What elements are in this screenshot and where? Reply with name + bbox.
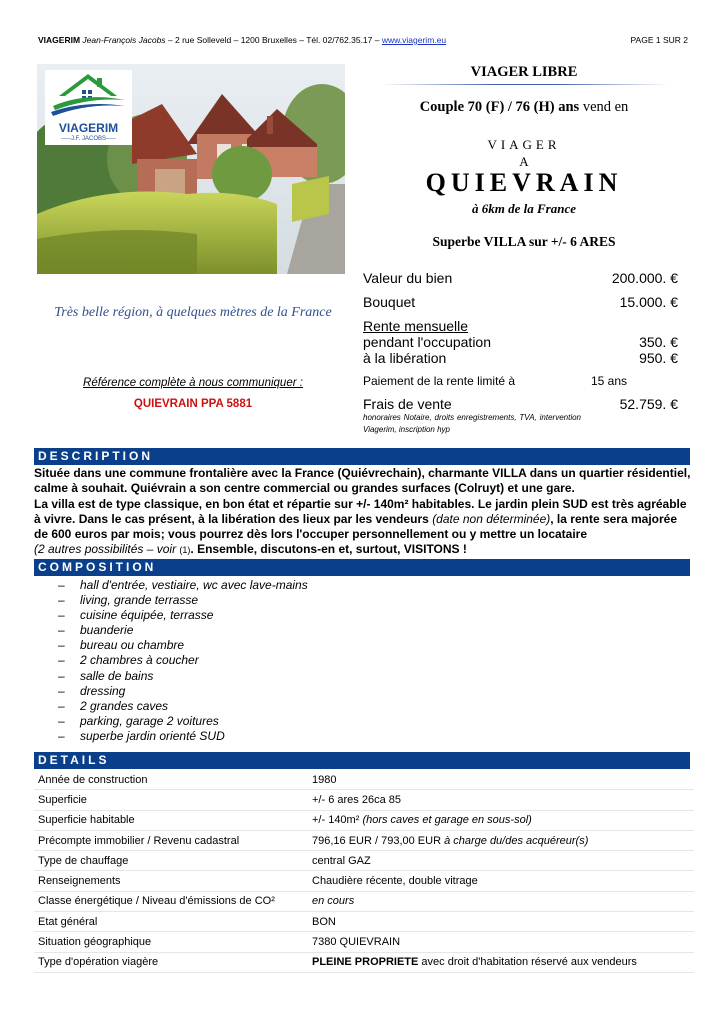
details-row — [34, 932, 694, 952]
description-p2a: La villa est de type classique, en bon état et répartie sur +/- 140m² habitables. Le jardin plein SUD est très agréable à vivre. Dans le cas présent, à la libération des lieux par les vendeurs — [34, 496, 687, 526]
details-value-cell — [308, 912, 694, 932]
bullet-dash: – — [58, 668, 65, 683]
villa-headline: Superbe VILLA sur +/- 6 ARES — [432, 234, 616, 249]
occupation-value: 350. € — [639, 334, 678, 350]
bullet-dash: – — [58, 608, 65, 623]
description-header: DESCRIPTION — [34, 448, 690, 465]
composition-item-label: 2 chambres à coucher — [80, 653, 199, 668]
frais-label: Frais de vente — [363, 396, 452, 412]
liberation-label: à la libération — [363, 350, 447, 366]
composition-item-label: parking, garage 2 voitures — [80, 713, 219, 728]
composition-header: COMPOSITION — [34, 559, 690, 576]
details-value-cell — [308, 871, 694, 891]
details-table — [34, 770, 694, 973]
composition-item — [58, 638, 308, 653]
bullet-dash: – — [58, 713, 65, 728]
details-key: Type d'opération viagère — [34, 952, 308, 972]
agent-name: Jean-François Jacobs — [82, 35, 166, 45]
details-value-cell — [308, 790, 694, 810]
agency-logo — [45, 70, 132, 145]
composition-list — [58, 578, 308, 744]
composition-item-label: 2 grandes caves — [80, 698, 169, 713]
composition-item-label: superbe jardin orienté SUD — [80, 728, 225, 743]
details-key: Situation géographique — [34, 932, 308, 952]
details-row — [34, 871, 694, 891]
city-title: QUIEVRAIN — [425, 168, 623, 197]
composition-item — [58, 593, 308, 608]
brand-name: VIAGERIM — [38, 35, 81, 45]
details-key: Type de chauffage — [34, 851, 308, 871]
description-p2c: , la rente sera majorée de 600 euros par mois; vous pourrez dès lors l'occuper personnellement ou y mettre un locataire — [34, 511, 678, 542]
details-key: Année de construction — [34, 770, 308, 790]
composition-item-label: dressing — [80, 683, 126, 698]
details-value-extra: à charge du/des acquéreur(s) — [444, 834, 589, 847]
couple-ages: Couple 70 (F) / 76 (H) ans — [419, 99, 580, 115]
details-value-cell — [308, 851, 694, 871]
agency-address: – 2 rue Solleveld – 1200 Bruxelles – Tél. 02/762.35.17 – — [165, 35, 382, 45]
valeur-value: 200.000. € — [611, 270, 678, 286]
bullet-dash: – — [58, 698, 65, 713]
details-key: Classe énergétique / Niveau d'émissions de CO² — [34, 891, 308, 911]
limit-label: Paiement de la rente limité à — [363, 374, 516, 388]
details-row — [34, 770, 694, 790]
composition-item — [58, 684, 308, 699]
composition-item — [58, 608, 308, 623]
bullet-dash: – — [58, 623, 65, 638]
logo-name: VIAGERIM — [58, 121, 119, 135]
bullet-dash: – — [58, 578, 65, 592]
title-divider — [380, 84, 670, 85]
details-value-extra: (hors caves et garage en sous-sol) — [362, 814, 532, 827]
details-row — [34, 952, 694, 972]
details-row — [34, 790, 694, 810]
composition-item-label: bureau ou chambre — [80, 638, 185, 653]
frais-value: 52.759. € — [619, 396, 678, 412]
reference-code: QUIEVRAIN PPA 5881 — [133, 398, 253, 410]
details-key: Etat général — [34, 912, 308, 932]
details-key: Superficie habitable — [34, 810, 308, 830]
composition-item — [58, 714, 308, 729]
description-text — [34, 466, 694, 559]
description-p3c: . Ensemble, discutons-en et, surtout, VISITONS ! — [190, 542, 467, 557]
details-key: Superficie — [34, 790, 308, 810]
details-row — [34, 912, 694, 932]
details-value-cell — [308, 830, 694, 850]
details-value: +/- 140m² — [312, 814, 363, 827]
couple-suffix: vend en — [579, 99, 629, 115]
valeur-label: Valeur du bien — [363, 270, 453, 286]
logo-tagline: -----J.F. JACOBS----- — [61, 136, 116, 142]
bouquet-label: Bouquet — [363, 294, 416, 310]
bullet-dash: – — [58, 683, 65, 698]
details-value: 7380 QUIEVRAIN — [312, 936, 401, 949]
details-row — [34, 851, 694, 871]
bouquet-value: 15.000. € — [619, 294, 678, 310]
bullet-dash: – — [58, 728, 65, 743]
composition-item — [58, 669, 308, 684]
details-value-cell — [308, 932, 694, 952]
bullet-dash: – — [58, 593, 65, 608]
details-value: 1980 — [312, 773, 337, 786]
details-value: Chaudière récente, double vitrage — [312, 875, 478, 888]
region-tagline: Très belle région, à quelques mètres de la France — [54, 305, 332, 320]
details-key: Précompte immobilier / Revenu cadastral — [34, 830, 308, 850]
page-number: PAGE 1 SUR 2 — [630, 35, 688, 45]
rente-label: Rente mensuelle — [363, 318, 469, 334]
details-key: Renseignements — [34, 871, 308, 891]
details-value: central GAZ — [312, 854, 371, 867]
details-row — [34, 830, 694, 850]
reference-label: Référence complète à nous communiquer : — [83, 377, 303, 389]
offer-type: VIAGER LIBRE — [470, 64, 578, 80]
page-header — [38, 35, 446, 45]
viager-label: VIAGER — [487, 137, 561, 152]
details-value: 796,16 EUR / 793,00 EUR — [312, 834, 445, 847]
composition-item — [58, 729, 308, 744]
details-value: +/- 6 ares 26ca 85 — [312, 793, 401, 806]
details-value-cell — [308, 952, 694, 972]
couple-info — [380, 99, 668, 116]
frais-note: honoraires Notaire, droits enregistrements, TVA, intervention Viagerim, inscription hyp — [363, 413, 581, 434]
bullet-dash: – — [58, 638, 65, 653]
details-value-cell — [308, 810, 694, 830]
composition-item — [58, 653, 308, 668]
composition-item — [58, 699, 308, 714]
composition-item-label: salle de bains — [80, 668, 154, 683]
description-p3a: (2 autres possibilités – voir — [34, 542, 180, 557]
composition-item-label: living, grande terrasse — [80, 593, 199, 608]
composition-item — [58, 578, 308, 593]
details-value-extra: en cours — [312, 895, 355, 908]
composition-item-label: buanderie — [80, 623, 134, 638]
details-value-extra: avec droit d'habitation réservé aux vendeurs — [418, 956, 637, 969]
liberation-value: 950. € — [639, 350, 678, 366]
details-header: DETAILS — [34, 752, 690, 769]
description-p2b: (date non déterminée) — [432, 511, 551, 526]
composition-item-label: cuisine équipée, terrasse — [80, 608, 214, 623]
occupation-label: pendant l'occupation — [363, 334, 491, 350]
limit-value: 15 ans — [591, 374, 628, 388]
details-value: PLEINE PROPRIETE — [312, 956, 419, 969]
details-row — [34, 891, 694, 911]
city-distance: à 6km de la France — [472, 201, 576, 216]
details-row — [34, 810, 694, 830]
details-value-cell — [308, 770, 694, 790]
a-label: A — [519, 154, 529, 169]
description-p1: Située dans une commune frontalière avec la France (Quiévrechain), charmante VILLA dans un quartier résidentiel, calme à souhait. Quiévrain a son centre commercial ou grandes surfaces (Colruyt) et une gare. — [34, 466, 691, 496]
details-value: BON — [312, 915, 336, 928]
description-p3b: (1) — [179, 545, 191, 556]
website-link[interactable]: www.viagerim.eu — [381, 35, 447, 45]
bullet-dash: – — [58, 653, 65, 668]
composition-item — [58, 623, 308, 638]
details-value-cell — [308, 891, 694, 911]
composition-item-label: hall d'entrée, vestiaire, wc avec lave-mains — [80, 578, 308, 592]
